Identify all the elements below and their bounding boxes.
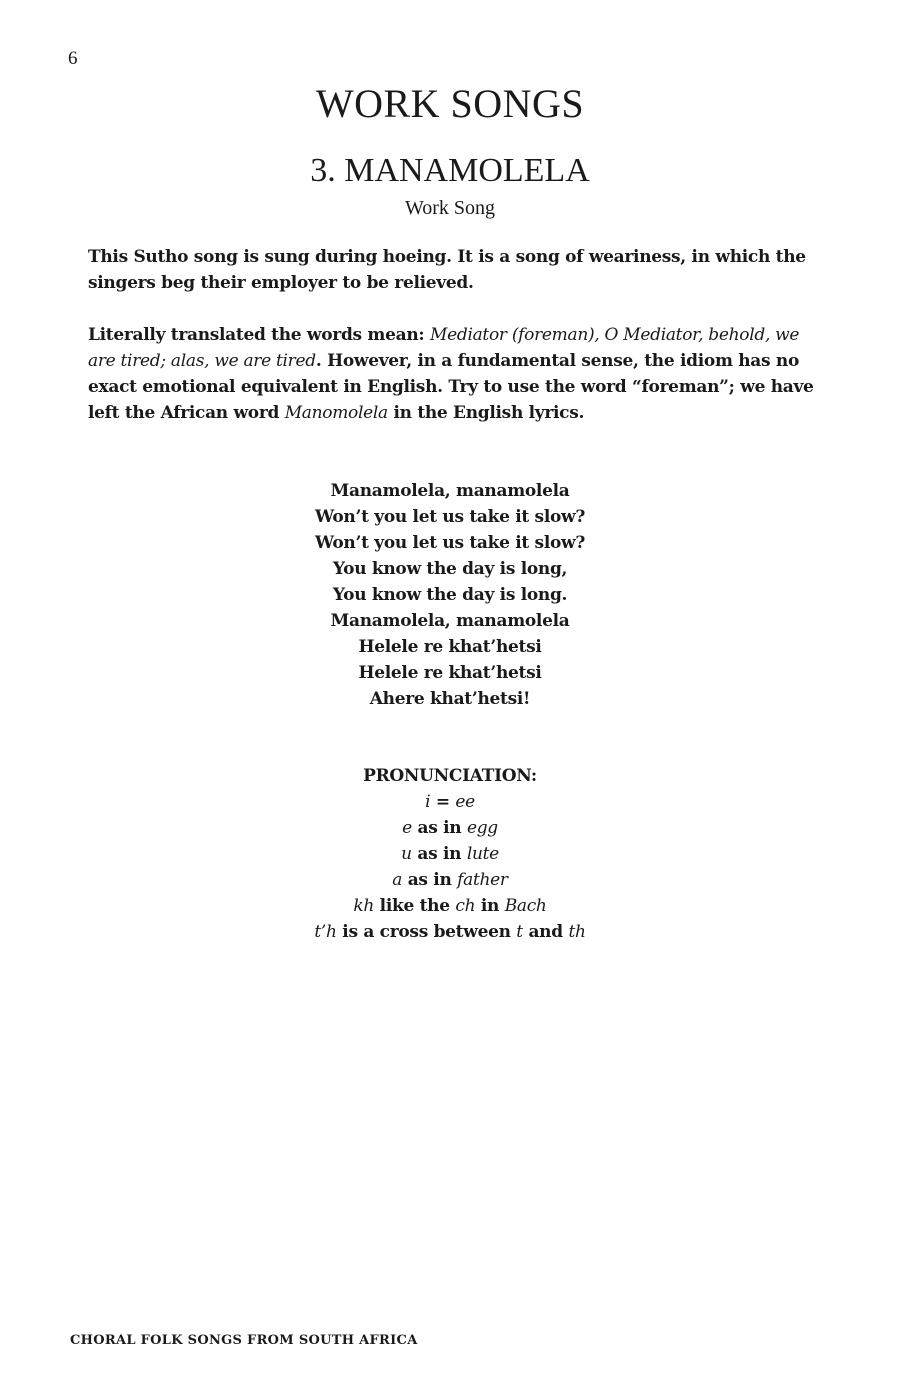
- pron-sound: lute: [466, 844, 499, 864]
- lyric-line: Manamolela, manamolela: [330, 611, 570, 631]
- pron-connector: =: [430, 792, 456, 812]
- pron-connector: is a cross between: [336, 922, 517, 942]
- pron-letter: a: [392, 870, 403, 890]
- pron-letter: e: [402, 818, 412, 838]
- pron-connector: as in: [411, 844, 467, 864]
- pronunciation-line: [0, 919, 900, 945]
- pron-example: th: [568, 922, 586, 942]
- pronunciation-line: [0, 893, 900, 919]
- pron-connector: in: [475, 896, 505, 916]
- lyric-line: Ahere khat’hetsi!: [369, 689, 531, 709]
- pron-letter: u: [401, 844, 412, 864]
- pron-connector: as in: [411, 818, 467, 838]
- pron-letter: kh: [353, 896, 375, 916]
- african-word: Manomolela: [284, 403, 388, 423]
- pronunciation-line: [0, 867, 900, 893]
- section-title: WORK SONGS: [315, 81, 585, 126]
- lyric-line: Manamolela, manamolela: [330, 481, 570, 501]
- pron-letter: i: [425, 792, 431, 812]
- literal-translation: Mediator (foreman), O Mediator, behold, we are tired; alas, we are tired: [88, 325, 800, 371]
- translation-lead: Literally translated the words mean:: [88, 325, 430, 345]
- pronunciation-line: [0, 815, 900, 841]
- lyric-line: Won’t you let us take it slow?: [314, 533, 586, 553]
- pron-connector: and: [522, 922, 569, 942]
- pron-sound: ee: [455, 792, 475, 812]
- page-number: 6: [68, 48, 78, 69]
- pronunciation-guide: [0, 763, 900, 945]
- song-subtitle: Work Song: [404, 197, 496, 219]
- pron-sound: t: [516, 922, 523, 942]
- pron-connector: as in: [402, 870, 458, 890]
- pronunciation-line: [0, 789, 900, 815]
- intro-paragraph: This Sutho song is sung during hoeing. It is a song of weariness, in which the singers beg their employer to be relieved.: [88, 247, 806, 293]
- lyrics-block: [0, 478, 900, 712]
- pronunciation-heading: PRONUNCIATION:: [363, 766, 537, 786]
- lyric-line: You know the day is long,: [332, 559, 568, 579]
- pron-letter: t’h: [314, 922, 337, 942]
- song-title: 3. MANAMOLELA: [310, 152, 590, 189]
- translation-middle: . However, in a fundamental sense, the idiom has no exact emotional equivalent in English. Try to use the word “foreman”; we have left the African word: [88, 351, 814, 423]
- lyric-line: Helele re khat’hetsi: [358, 637, 542, 657]
- translation-paragraph: [88, 322, 818, 426]
- translation-end: in the English lyrics.: [387, 403, 585, 423]
- pron-example: Bach: [504, 896, 547, 916]
- pron-sound: ch: [455, 896, 476, 916]
- lyric-line: Won’t you let us take it slow?: [314, 507, 586, 527]
- pron-sound: father: [457, 870, 508, 890]
- pron-connector: like the: [374, 896, 456, 916]
- pron-sound: egg: [466, 818, 498, 838]
- lyric-line: You know the day is long.: [332, 585, 568, 605]
- lyric-line: Helele re khat’hetsi: [358, 663, 542, 683]
- pronunciation-line: [0, 841, 900, 867]
- book-title-footer: CHORAL FOLK SONGS FROM SOUTH AFRICA: [70, 1333, 418, 1348]
